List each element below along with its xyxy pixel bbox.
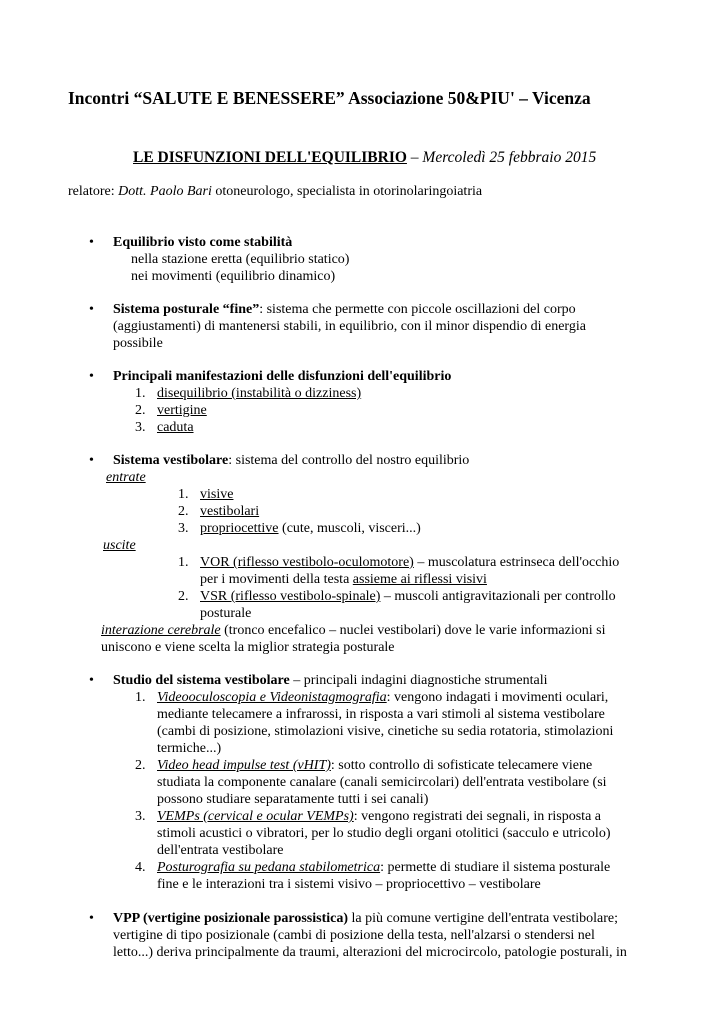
speaker-line bbox=[68, 183, 482, 200]
talk-title: LE DISFUNZIONI DELL'EQUILIBRIO bbox=[133, 149, 407, 166]
talk-date: – Mercoledì 25 febbraio 2015 bbox=[406, 149, 597, 166]
list-item-link[interactable]: disequilibrio (instabilità o dizziness) bbox=[157, 386, 362, 401]
section-equilibrio-line: nella stazione eretta (equilibrio statico) bbox=[131, 252, 350, 267]
list-number: 2. bbox=[178, 589, 189, 604]
section-manifestazioni-title: Principali manifestazioni delle disfunzioni dell'equilibrio bbox=[113, 369, 452, 384]
list-item-text: per i movimenti della testa bbox=[200, 572, 353, 587]
section-vestibolare-line bbox=[113, 452, 469, 469]
list-number: 2. bbox=[135, 403, 146, 418]
section-studio-text: – principali indagini diagnostiche strumentali bbox=[289, 673, 548, 688]
list-item-text: mediante telecamere a infrarossi, in risposta a vari stimoli al sistema vestibolare bbox=[157, 707, 605, 722]
list-number: 4. bbox=[135, 860, 146, 875]
list-item-link[interactable]: caduta bbox=[157, 420, 194, 435]
bullet: • bbox=[89, 453, 94, 468]
list-item bbox=[200, 554, 619, 571]
list-item-link[interactable]: propriocettive bbox=[200, 521, 279, 536]
section-posturale-title: Sistema posturale “fine” bbox=[113, 302, 260, 317]
list-number: 1. bbox=[135, 690, 146, 705]
bullet: • bbox=[89, 302, 94, 317]
vemps-link[interactable]: VEMPs (cervical e ocular VEMPs) bbox=[157, 809, 354, 824]
list-number: 1. bbox=[178, 487, 189, 502]
list-item bbox=[157, 757, 592, 774]
bullet: • bbox=[89, 673, 94, 688]
list-item-text: : vengono indagati i movimenti oculari, bbox=[386, 690, 609, 705]
interazione-text: (tronco encefalico – nuclei vestibolari) dove le varie informazioni si bbox=[220, 623, 606, 638]
section-posturale-line: possibile bbox=[113, 336, 163, 351]
list-item-link[interactable]: visive bbox=[200, 487, 234, 502]
list-item-text: : permette di studiare il sistema posturale bbox=[380, 860, 611, 875]
speaker-role: otoneurologo, specialista in otorinolaringoiatria bbox=[211, 184, 483, 199]
list-number: 3. bbox=[135, 809, 146, 824]
vor-link[interactable]: VOR (riflesso vestibolo-oculomotore) bbox=[200, 555, 414, 570]
list-item-text: (cambi di posizione, stimolazioni visive, cinetiche su sedia rotatoria, stimolazioni bbox=[157, 724, 614, 739]
section-equilibrio-line: nei movimenti (equilibrio dinamico) bbox=[131, 269, 336, 284]
list-item bbox=[157, 859, 610, 876]
speaker-label: relatore: bbox=[68, 184, 119, 199]
list-item-text: fine e le interazioni tra i sistemi visivo – propriocettivo – vestibolare bbox=[157, 877, 541, 892]
section-studio-title: Studio del sistema vestibolare bbox=[113, 673, 290, 688]
list-item-link[interactable]: vertigine bbox=[157, 403, 207, 418]
list-item-text: studiata la componente canalare (canali semicircolari) dell'entrata vestibolare (si bbox=[157, 775, 607, 790]
section-vpp-line bbox=[113, 910, 618, 927]
section-equilibrio-title: Equilibrio visto come stabilità bbox=[113, 235, 293, 250]
talk-heading bbox=[133, 149, 596, 166]
list-item-text: : sotto controllo di sofisticate telecamere viene bbox=[330, 758, 593, 773]
list-number: 3. bbox=[135, 420, 146, 435]
list-item bbox=[200, 520, 421, 537]
list-item-text: dell'entrata vestibolare bbox=[157, 843, 284, 858]
vsr-link[interactable]: VSR (riflesso vestibolo-spinale) bbox=[200, 589, 381, 604]
list-number: 2. bbox=[178, 504, 189, 519]
videooculoscopia-link[interactable]: Videooculoscopia e Videonistagmografia bbox=[157, 690, 387, 705]
list-item-text: – muscolatura estrinseca dell'occhio bbox=[413, 555, 620, 570]
interazione-label[interactable]: interazione cerebrale bbox=[101, 623, 221, 638]
list-item-text: posturale bbox=[200, 606, 252, 621]
list-item-text: stimoli acustici o vibratori, per lo studio degli organi otolitici (sacculo e utricolo) bbox=[157, 826, 611, 841]
list-number: 2. bbox=[135, 758, 146, 773]
list-item-link[interactable]: vestibolari bbox=[200, 504, 260, 519]
section-vestibolare-title: Sistema vestibolare bbox=[113, 453, 229, 468]
uscite-label: uscite bbox=[103, 538, 136, 553]
section-vestibolare-text: : sistema del controllo del nostro equilibrio bbox=[228, 453, 470, 468]
vhit-link[interactable]: Video head impulse test (vHIT) bbox=[157, 758, 331, 773]
interazione-line bbox=[101, 622, 605, 639]
list-number: 3. bbox=[178, 521, 189, 536]
list-item bbox=[200, 571, 487, 588]
list-item-text: (cute, muscoli, visceri...) bbox=[278, 521, 421, 536]
bullet: • bbox=[89, 235, 94, 250]
list-item-text: possono studiare separatamente tutti i sei canali) bbox=[157, 792, 429, 807]
list-number: 1. bbox=[135, 386, 146, 401]
posturografia-link[interactable]: Posturografia su pedana stabilometrica bbox=[157, 860, 381, 875]
document-title: Incontri “SALUTE E BENESSERE” Associazione 50&PIU' – Vicenza bbox=[68, 88, 591, 108]
list-number: 1. bbox=[178, 555, 189, 570]
list-item bbox=[157, 808, 601, 825]
speaker-name: Dott. Paolo Bari bbox=[118, 184, 212, 199]
list-item-text: : vengono registrati dei segnali, in risposta a bbox=[353, 809, 601, 824]
section-vpp-text: la più comune vertigine dell'entrata vestibolare; bbox=[348, 911, 618, 926]
riflessi-visivi-link[interactable]: assieme ai riflessi visivi bbox=[352, 572, 487, 587]
list-item-text: termiche...) bbox=[157, 741, 222, 756]
section-studio-line bbox=[113, 672, 547, 689]
section-posturale-text: : sistema che permette con piccole oscillazioni del corpo bbox=[259, 302, 576, 317]
list-item bbox=[200, 588, 616, 605]
bullet: • bbox=[89, 369, 94, 384]
bullet: • bbox=[89, 911, 94, 926]
section-vpp-line: letto...) deriva principalmente da traumi, alterazioni del microcircolo, patologie posturali, in bbox=[113, 945, 627, 960]
entrate-label: entrate bbox=[106, 470, 146, 485]
list-item-text: – muscoli antigravitazionali per controllo bbox=[380, 589, 616, 604]
section-posturale-line: (aggiustamenti) di mantenersi stabili, in equilibrio, con il minor dispendio di energia bbox=[113, 319, 586, 334]
section-vpp-title: VPP (vertigine posizionale parossistica) bbox=[113, 911, 348, 926]
section-vpp-line: vertigine di tipo posizionale (cambi di posizione della testa, nell'alzarsi o stendersi nel bbox=[113, 928, 595, 943]
list-item bbox=[157, 689, 608, 706]
section-posturale-line bbox=[113, 301, 576, 318]
interazione-text: uniscono e viene scelta la miglior strategia posturale bbox=[101, 640, 395, 655]
